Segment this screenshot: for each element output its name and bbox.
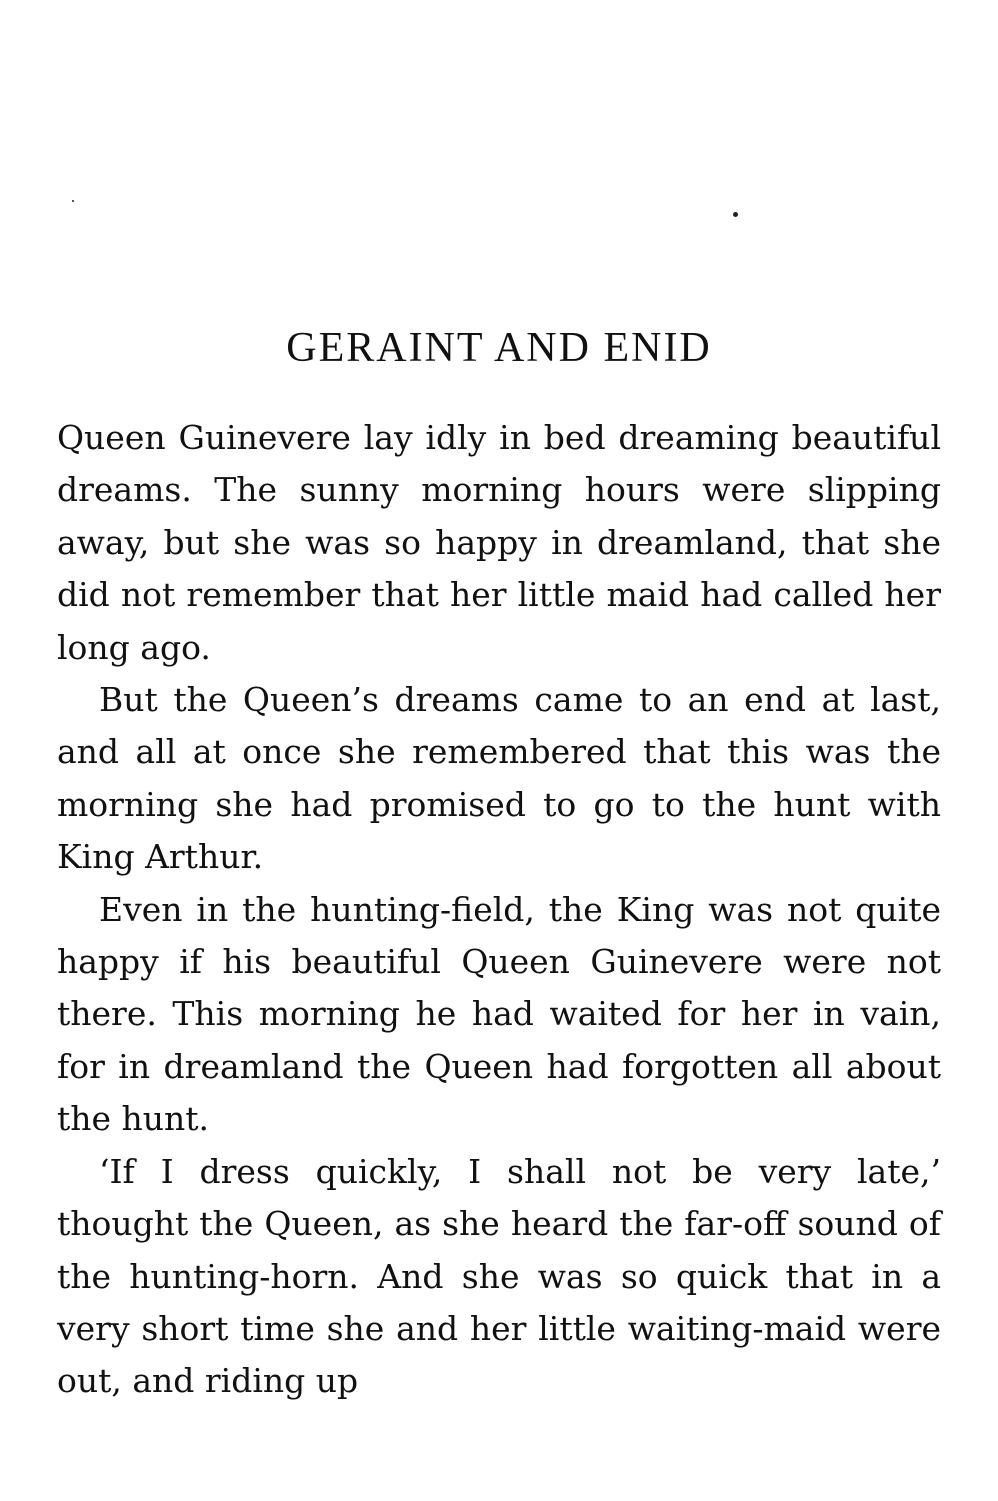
print-speck bbox=[733, 212, 738, 217]
chapter-body bbox=[57, 412, 941, 1408]
paragraph: Queen Guinevere lay idly in bed dreaming beautiful dreams. The sunny morning hours were slipping away, but she was so happy in dreamland, that she did not remember that her little maid had called her long ago. bbox=[57, 418, 941, 667]
chapter-title: GERAINT AND ENID bbox=[286, 325, 712, 371]
paragraph: ‘If I dress quickly, I shall not be very late,’ thought the Queen, as she heard the far-off sound of the hunting-horn. And she was so quick that in a very short time she and her little waiting-maid were out, and riding up bbox=[57, 1151, 941, 1401]
print-speck bbox=[72, 200, 74, 202]
paragraph: Even in the hunting-field, the King was not quite happy if his beautiful Queen Guinevere were not there. This morning he had waited for her in vain, for in dreamland the Queen had forgotten all about the hunt. bbox=[57, 889, 941, 1139]
paragraph: But the Queen’s dreams came to an end at last, and all at once she remembered that this was the morning she had promised to go to the hunt with King Arthur. bbox=[57, 680, 941, 877]
